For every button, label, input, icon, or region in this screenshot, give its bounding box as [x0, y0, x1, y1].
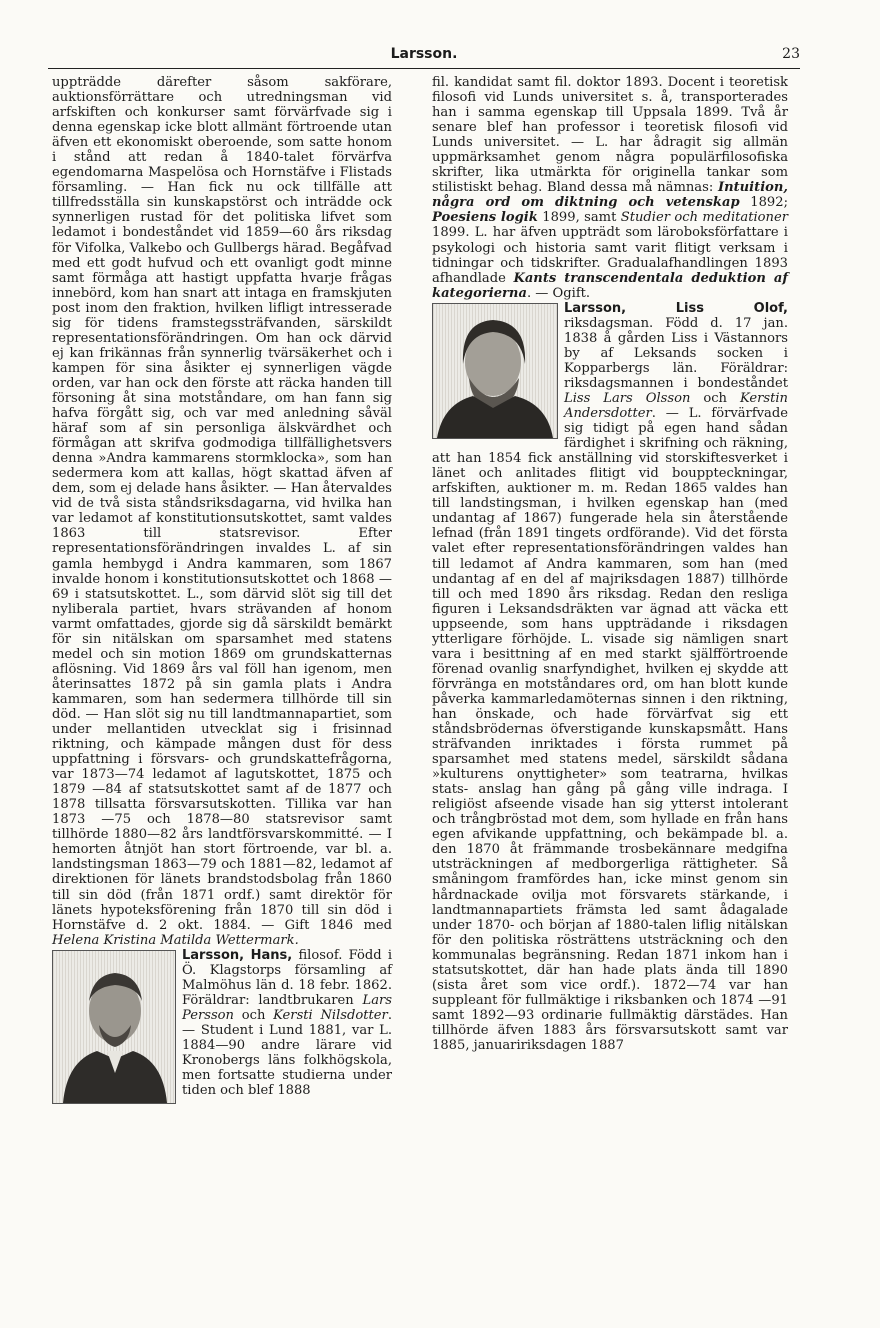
portrait-olof-image — [433, 304, 557, 438]
left-column — [52, 75, 392, 1105]
mother-name: Kersti Nilsdotter — [273, 1007, 388, 1023]
entry-text: 1899, samt — [537, 210, 621, 226]
entry-continuation — [52, 75, 392, 948]
work-title: Studier och meditationer — [620, 210, 788, 226]
work-title: Intuition, några ord om diktning och vetenskap — [432, 180, 788, 211]
work-title: Kants transcendentala deduktion af kategorierna — [432, 270, 788, 301]
page-number: 23 — [782, 46, 800, 62]
entry-text: 1892; — [739, 195, 788, 211]
page-header — [48, 46, 800, 69]
portrait-hans-larsson — [52, 950, 176, 1104]
right-column — [432, 75, 788, 1053]
entry-text: och — [234, 1007, 274, 1023]
entry-text: . — L. förvärfvade sig tidigt på egen hand sådan färdighet i skrifning och räkning, att han 1854 fick anställning vid storskiftesverket i länet och anlitades flitigt vid bouppteckningar, arfskiften, auktioner m. m. Redan 1865 valdes han till landstingsman, i hvilken egenskap han (med undantag af 1867) fungerade hela sin återstående lefnad (från 1891 tingets ordförande). Vid det första valet efter representationsförändringen valdes han till ledamot af Andra kammaren, som han (med undantag af en del af majriksdagen 1887) tillhörde till och med 1890 års riksdag. Redan den resliga figuren i Leksandsdräkten var ägnad att väcka ett uppseende, som hans uppträdande i riksdagen ytterligare förhöjde. L. visade sig nämligen snart vara i besittning af en med starkt själfförtroende förenad ovanlig snarfyndighet, hvilken ej skydde att förvränga en motståndares ord, om han blott kunde påverka kammarledamöternas sinnen i den riktning, han önskade, och hade förvärfvat sig ett ståndsbrödernas öfverstigande kunskapsmått. Hans sträfvanden inriktades i första rummet på sparsamhet med statens medel, särskildt sådana »kulturens onyttigheter» som teatrarna, hvilkas stats- anslag han gång på gång ville indraga. I religiöst afseende visade han sig ytterst intolerant och trångbröstad mot dem, som hyllade en från hans egen afvikande uppfattning, och bekämpade bl. a. den 1870 åt främmande trosbekännare medgifna utsträckningen af medborgerliga rättigheter. Så småningom framfördes han, icke minst genom sin hårdnackade ovilja mot försvarets stärkande, i landtmannapartiets främsta led samt ådagalade under 1870- och början af 1880-talen liflig nitälskan för den politiska rösträttens utsträckning och den kommunalas begränsning. Redan 1871 inkom han i statsutskottet, där han hade plats ända till 1890 (sista året som vice ordf.). 1872—74 var han suppleant för fullmäktige i riksbanken och 1874 —91 samt 1892—93 ordinarie fullmäktig därstädes. Han tillhörde äfven 1883 års försvarsutskott samt var 1885, januaririksdagen 1887 — [432, 406, 788, 1053]
portrait-hans-image — [53, 951, 175, 1103]
entry-text: filosof. Född i Ö. Klagstorps församling af Malmöhus län d. 18 febr. 1862. Föräldrar: landtbrukaren — [182, 947, 393, 1008]
entry-text: fil. kandidat samt fil. doktor 1893. Docent i teoretisk filosofi vid Lunds universitet s. å, transporterades han i samma egenskap till Uppsala 1899. Två år senare blef han professor i teoretisk filosofi vid Lunds universitet. — L. har ådragit sig allmän uppmärksamhet genom några populärfilosofiska skrifter, lika utmärkta för originella tankar som stilistiskt behag. Bland dessa må nämnas: — [432, 75, 788, 196]
entry-text: riksdagsman. Född d. 17 jan. 1838 å gården Liss i Västannors by af Leksands socken i Kopparbergs län. Föräldrar: riksdagsmannen i bondeståndet — [564, 315, 788, 391]
father-name: Liss Lars Olsson — [564, 390, 691, 406]
headword-olof: Larsson, Liss Olof, — [564, 300, 788, 316]
entry-liss-olof-larsson — [432, 301, 788, 1053]
spouse-name: Helena Kristina Matilda Wettermark. — [52, 932, 299, 948]
entry-text: uppträdde därefter såsom sakförare, auktionsförrättare och utredningsman vid arfskiften och konkurser samt förvärfvade sig i denna egenskap icke blott allmänt förtroende utan äfven ett ekonomiskt oberoende, som satte honom i stånd att redan å 1840-talet förvärfva egendomarna Maspelösa och Hornstäfve i Flistads församling. — Han fick nu ock tillfälle att tillfredsställa sin kunskapstörst och inträdde ock synnerligen rustad för det politiska lifvet som ledamot i bondeståndet vid 1859—60 års riksdag för Vifolka, Valkebo och Gullbergs härad. Begåfvad med ett godt hufvud och ett ovanligt godt minne samt förmåga att hastigt uppfatta hvarje frågas innebörd, kom han snart att intaga en framskjuten post inom den fraktion, hvilken lifligt intresserade sig för tidens framstegssträfvanden, särskildt representationsförändringen. Om han ock därvid ej kan frikännas från synnerlig tvärsäkerhet och i kampen för sina åsikter ej synnerligen vägde orden, var han ock den förste att räcka handen till försoning åt sina motståndare, om han fann sig hafva förgått sig, och var med anledning såväl häraf som af sin personliga älskvärdhet och förmågan att skrifva godmodiga tillfällighetsvers denna »Andra kammarens stormklocka», som han sedermera kom att kallas, högt skattad äfven af dem, som ej delade hans åsikter. — Han återvaldes vid de två sista ståndsriksdagarna, vid hvilka han var ledamot af konstitutionsutskottet, samt valdes 1863 till statsrevisor. Efter representationsförändringen invaldes L. af sin gamla hembygd i Andra kammaren, som 1867 invalde honom i konstitutionsutskottet och 1868 —69 i statsutskottet. L., som därvid slöt sig till det nyliberala partiet, hvars strävanden af honom varmt omfattades, gjorde sig då särskildt bemärkt för sin nitälskan om sparsamhet med statens medel och sin motion 1869 om grundskatternas aflösning. Vid 1869 års val föll han igenom, men återinsattes 1872 på sin gamla plats i Andra kammaren, som han sedermera tillhörde till sin död. — Han slöt sig nu till landtmannapartiet, som under mellantiden utvecklat sig i frisinnad riktning, och kämpade mången dust för dess uppfattning i försvars- och grundskattefrågorna, var 1873—74 ledamot af lagutskottet, 1875 och 1879 —84 af statsutskottet samt af de 1877 och 1878 tillsatta försvarsutskotten. Tillika var han 1873 —75 och 1878—80 statsrevisor samt tillhörde 1880—82 års landtförsvarskommitté. — I hemorten åtnjöt han stort förtroende, var bl. a. landstingsman 1863—79 och 1881—82, ledamot af direktionen för länets brandstodsbolag från 1860 till sin död (från 1871 ordf.) samt direktör för länets hypoteksförening från 1870 till sin död i Hornstäfve d. 2 okt. 1884. — Gift 1846 med — [52, 75, 392, 933]
entry-text: och — [690, 390, 740, 406]
running-title: Larsson. — [390, 46, 458, 62]
work-title: Poesiens logik — [432, 210, 538, 226]
entry-hans-continued — [432, 75, 788, 301]
entry-text: . — Student i Lund 1881, var L. 1884—90 andre lärare vid Kronobergs läns folkhögskola, men fortsatte studierna under tiden och blef 1888 — [182, 1007, 392, 1099]
portrait-liss-olof-larsson — [432, 303, 558, 439]
headword-hans: Larsson, Hans, — [182, 947, 293, 963]
entry-hans-larsson — [52, 948, 392, 1098]
father-name: Lars Persson — [182, 992, 392, 1023]
mother-name: Kerstin Andersdotter — [564, 390, 788, 422]
entry-text: . — Ogift. — [526, 285, 591, 301]
entry-text: 1899. L. har äfven uppträdt som läroboksförfattare i psykologi och historia samt varit flitigt verksam i tidningar och tidskrifter. Gradualafhandlingen 1893 afhandlade — [432, 225, 788, 286]
